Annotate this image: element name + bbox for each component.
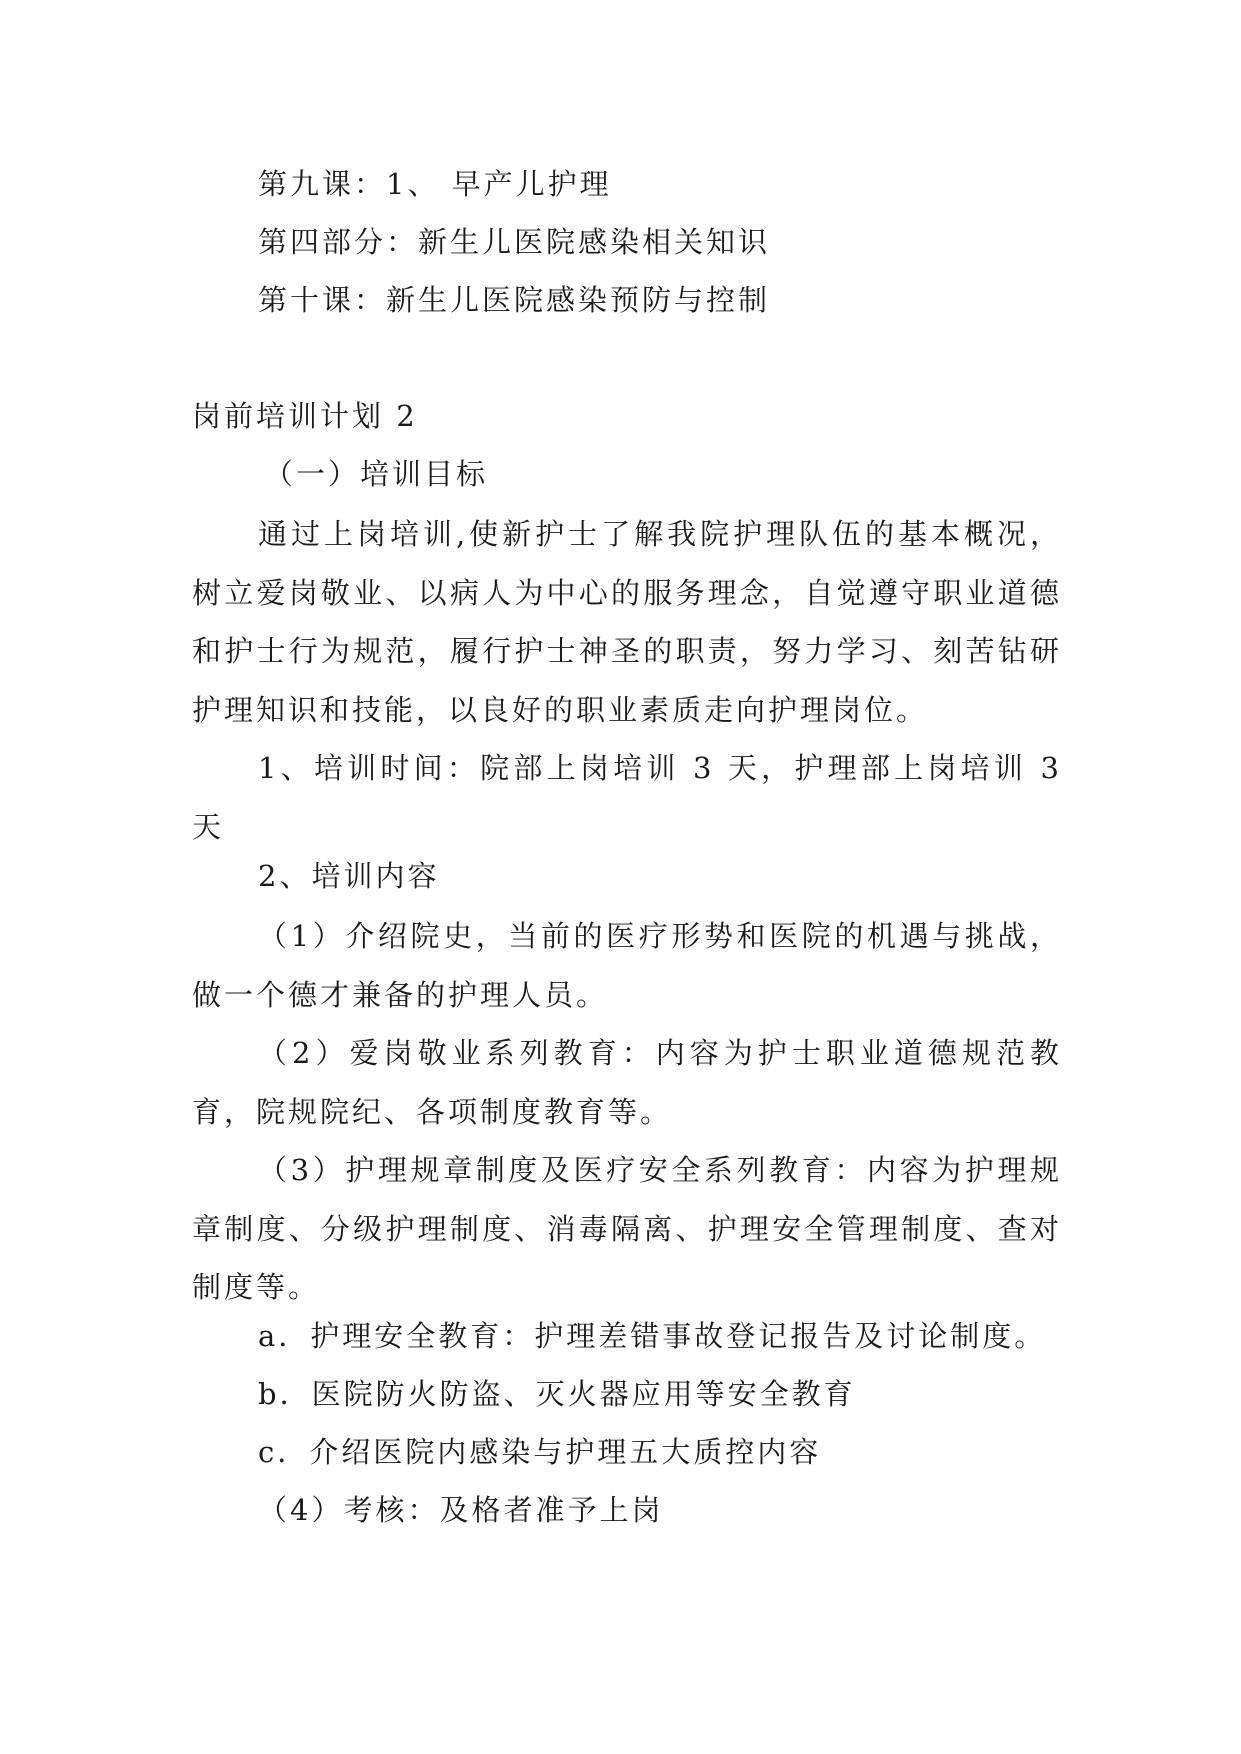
training-time-paragraph: 1、培训时间：院部上岗培训 3 天，护理部上岗培训 3 天 <box>192 751 1062 844</box>
lesson-10-line: 第十课：新生儿医院感染预防与控制 <box>258 283 771 317</box>
content-item-c: c．介绍医院内感染与护理五大质控内容 <box>258 1435 822 1469</box>
content-item-2: （2）爱岗敬业系列教育：内容为护士职业道德规范教育，院规院纪、各项制度教育等。 <box>192 1036 1062 1129</box>
content-item-1: （1）介绍院史，当前的医疗形势和医院的机遇与挑战，做一个德才兼备的护理人员。 <box>192 919 1062 1012</box>
plan-title: 岗前培训计划 2 <box>192 399 418 433</box>
content-item-b: b．医院防火防盗、灭火器应用等安全教育 <box>258 1377 856 1411</box>
content-item-3: （3）护理规章制度及医疗安全系列教育：内容为护理规章制度、分级护理制度、消毒隔离、护理安全管理制度、查对制度等。 <box>192 1153 1062 1304</box>
lesson-9-line: 第九课：1、 早产儿护理 <box>258 167 612 201</box>
part-4-heading: 第四部分：新生儿医院感染相关知识 <box>258 225 771 259</box>
training-content-heading: 2、培训内容 <box>258 859 440 893</box>
content-item-a: a．护理安全教育：护理差错事故登记报告及讨论制度。 <box>258 1319 1047 1353</box>
goal-paragraph: 通过上岗培训,使新护士了解我院护理队伍的基本概况，树立爱岗敬业、以病人为中心的服务理念，自觉遵守职业道德和护士行为规范，履行护士神圣的职责，努力学习、刻苦钻研护理知识和技能，以良好的职业素质走向护理岗位。 <box>192 517 1062 727</box>
goal-heading: （一）培训目标 <box>264 457 489 491</box>
content-item-4: （4）考核：及格者准予上岗 <box>258 1493 664 1527</box>
